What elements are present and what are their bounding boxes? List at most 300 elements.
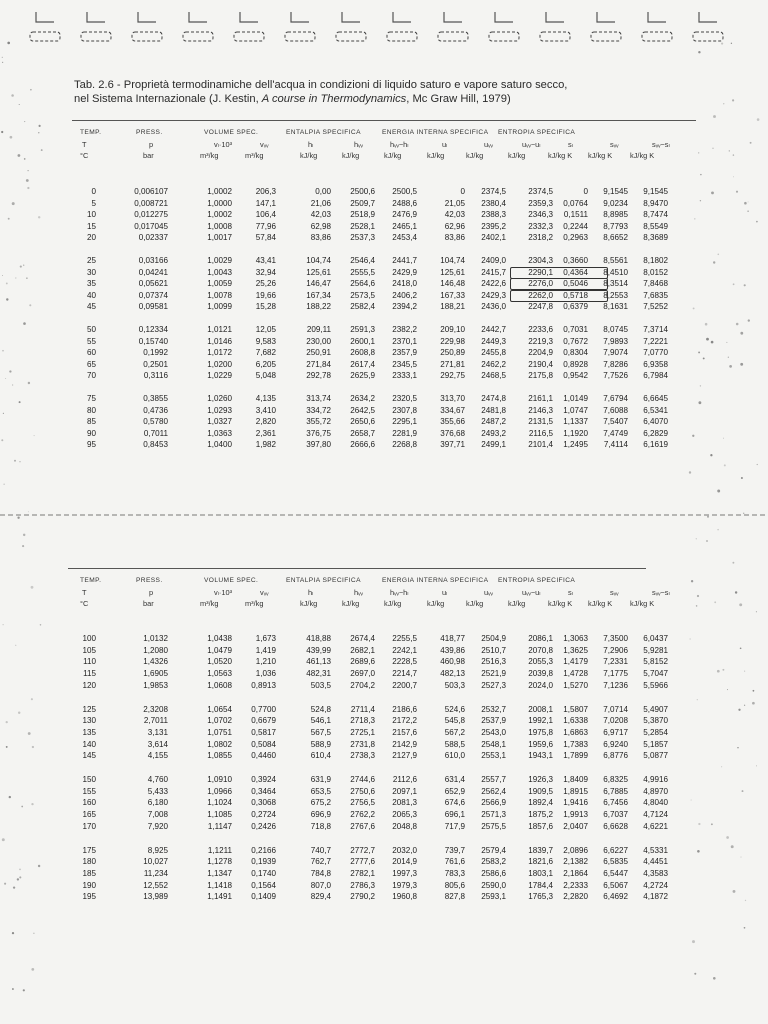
table-cell: 6,6227 (603, 845, 628, 855)
speckle-dot (744, 671, 745, 672)
table-cell: 545,8 (444, 716, 465, 726)
table-cell: 2564,6 (350, 279, 375, 289)
table-cell: 1975,8 (528, 727, 553, 737)
speckle-dot (28, 382, 30, 384)
table-cell: 1,0608 (207, 680, 232, 690)
speckle-dot (14, 460, 16, 462)
table-cell: 188,21 (440, 302, 465, 312)
table-cell: 2304,3 (528, 256, 553, 265)
speckle-dot (740, 363, 743, 366)
table-cell: 2127,9 (392, 751, 417, 761)
table-cell: 1992,1 (528, 716, 553, 726)
column-symbol: uᵥᵥ (484, 140, 493, 149)
table-cell: 2146,3 (528, 405, 553, 415)
table-cell: 0,15740 (138, 336, 168, 346)
table-cell: 1,4179 (563, 657, 588, 667)
table-cell: 397,71 (440, 440, 465, 450)
table-cell: 20 (86, 233, 96, 243)
table-cell: 1803,1 (528, 868, 553, 878)
column-unit: kJ/kg (427, 151, 445, 160)
speckle-dot (738, 709, 740, 711)
table-cell: 567,2 (444, 727, 465, 737)
table-cell: 1,0121 (207, 325, 232, 334)
table-cell: 3,131 (147, 727, 168, 737)
table-cell: 7,3500 (603, 634, 628, 643)
table-cell: 7,0770 (643, 348, 668, 358)
table-cell: 7,7526 (603, 371, 628, 381)
table-cell: 2731,8 (350, 739, 375, 749)
table-cell: 1,0200 (207, 359, 232, 369)
speckle-dot (739, 603, 742, 606)
table-cell: 2462,2 (481, 359, 506, 369)
table-cell: 2276,0 (528, 279, 553, 289)
speckle-dot (692, 435, 694, 437)
column-symbol: p (149, 140, 154, 149)
tick-mark (87, 12, 105, 22)
speckle-dot (700, 174, 701, 175)
table-cell: 6,4692 (603, 892, 628, 902)
table-cell: 1,982 (255, 440, 276, 450)
speckle-dot (726, 836, 729, 839)
speckle-dot (1, 131, 3, 133)
table-cell: 2697,0 (350, 669, 375, 679)
table-cell: 807,0 (310, 880, 331, 890)
speckle-dot (717, 529, 719, 531)
table-cell: 146,47 (306, 279, 331, 289)
table-cell: 2509,7 (350, 198, 375, 208)
table-cell: 2537,9 (481, 716, 506, 726)
table-cell: 1,036 (255, 669, 276, 679)
speckle-dot (22, 545, 24, 547)
table-cell: 2242,1 (392, 645, 417, 655)
table-cell: 0,2724 (251, 810, 276, 820)
table-cell: 6,205 (255, 359, 276, 369)
table-cell: 5,0877 (643, 751, 668, 761)
column-unit: kJ/kg (427, 599, 445, 608)
binding-hole (30, 32, 60, 41)
table-cell: 2112,6 (392, 775, 417, 784)
column-symbol: sₗ (568, 140, 573, 149)
table-cell: 2032,0 (392, 845, 417, 855)
table-cell: 2394,2 (392, 302, 417, 312)
speckle-dot (712, 147, 714, 149)
table-cell: 674,6 (444, 798, 465, 808)
table-cell: 631,4 (444, 775, 465, 784)
table-cell: 0,7031 (563, 325, 588, 334)
table-cell: 6,8776 (603, 751, 628, 761)
table-cell: 140 (82, 739, 96, 749)
table-cell: 12,552 (143, 880, 168, 890)
column-symbol: uₗ (442, 140, 448, 149)
table-cell: 4,6221 (643, 821, 668, 831)
table-cell: 2521,9 (481, 669, 506, 679)
table-cell: 35 (86, 279, 96, 289)
speckle-dot (33, 933, 34, 934)
speckle-dot (740, 647, 742, 649)
table-cell: 2,2820 (563, 892, 588, 902)
speckle-dot (694, 218, 695, 219)
table-cell: 2039,8 (528, 669, 553, 679)
table-cell: 1,4326 (143, 657, 168, 667)
table-cell: 503,3 (444, 680, 465, 690)
table-cell: 6,180 (147, 798, 168, 808)
speckle-dot (744, 705, 745, 706)
table-cell: 0 (91, 187, 96, 196)
table-cell: 2415,7 (481, 267, 506, 277)
table-cell: 6,7984 (643, 371, 668, 381)
speckle-dot (23, 534, 25, 536)
speckle-dot (700, 200, 701, 201)
column-symbol: uᵥᵥ (484, 588, 493, 597)
binding-hole (591, 32, 621, 41)
table-cell: 206,3 (255, 187, 276, 196)
speckle-dot (39, 125, 41, 127)
table-cell: 2579,4 (481, 845, 506, 855)
table-cell: 6,6645 (643, 394, 668, 403)
speckle-dot (713, 977, 716, 980)
table-cell: 13,989 (143, 892, 168, 902)
column-group-header: VOLUME SPEC. (204, 129, 259, 136)
table-cell: 0,3068 (251, 798, 276, 808)
table-cell: 8,0745 (603, 325, 628, 334)
table-cell: 45 (86, 302, 96, 312)
speckle-dot (696, 605, 698, 607)
table-cell: 2573,5 (350, 290, 375, 300)
column-unit: m³/kg (200, 151, 219, 160)
table-cell: 1,9853 (143, 680, 168, 690)
table-cell: 1,0172 (207, 348, 232, 358)
table-cell: 55 (86, 336, 96, 346)
table-cell: 0,3464 (251, 786, 276, 796)
table-cell: 0,4460 (251, 751, 276, 761)
table-cell: 2429,3 (481, 290, 506, 300)
column-symbol: uᵥᵥ−uₗ (522, 588, 541, 597)
speckle-dot (12, 988, 14, 990)
column-unit: kJ/kg (466, 599, 484, 608)
table-cell: 2333,1 (392, 371, 417, 381)
table-cell: 120 (82, 680, 96, 690)
table-cell: 8,1802 (643, 256, 668, 265)
table-cell: 717,9 (444, 821, 465, 831)
table-cell: 57,84 (255, 233, 276, 243)
table-cell: 0,8453 (143, 440, 168, 450)
table-cell: 7,3714 (643, 325, 668, 334)
speckle-dot (694, 973, 696, 975)
tick-mark (648, 12, 666, 22)
table-cell: 7,9074 (603, 348, 628, 358)
table-cell: 5,4907 (643, 704, 668, 714)
table-cell: 9,1545 (603, 187, 628, 196)
table-cell: 2634,2 (350, 394, 375, 403)
speckle-dot (698, 152, 699, 153)
table-cell: 19,66 (255, 290, 276, 300)
column-symbol: vᵥᵥ (260, 140, 269, 149)
table-cell: 1,0078 (207, 290, 232, 300)
table-cell: 1,0747 (563, 405, 588, 415)
table-cell: 460,98 (440, 657, 465, 667)
column-symbol: sₗ (568, 588, 573, 597)
table-cell: 1,1147 (207, 821, 232, 831)
table-cell: 2048,8 (392, 821, 417, 831)
table-cell: 783,3 (444, 868, 465, 878)
table-cell: 524,8 (310, 704, 331, 714)
table-cell: 1857,6 (528, 821, 553, 831)
speckle-dot (723, 103, 724, 104)
table-cell: 2204,9 (528, 348, 553, 358)
table-cell: 2357,9 (392, 348, 417, 358)
table-cell: 418,88 (306, 634, 331, 643)
table-cell: 62,96 (444, 221, 465, 231)
table-cell: 15 (86, 221, 96, 231)
table-cell: 0,1511 (563, 210, 588, 220)
table-cell: 8,9470 (643, 198, 668, 208)
table-cell: 77,96 (255, 221, 276, 231)
table-cell: 25,26 (255, 279, 276, 289)
table-cell: 8,3514 (603, 279, 628, 289)
table-cell: 125,61 (306, 267, 331, 277)
table-cell: 4,760 (147, 775, 168, 784)
table-cell: 503,5 (310, 680, 331, 690)
table-cell: 2008,1 (528, 704, 553, 714)
speckle-dot (700, 385, 701, 386)
table-cell: 0,8913 (251, 680, 276, 690)
speckle-dot (736, 191, 738, 193)
speckle-dot (729, 365, 732, 368)
table-cell: 2488,6 (392, 198, 417, 208)
column-symbol: vₗ·10³ (214, 140, 233, 149)
speckle-dot (726, 342, 727, 343)
binding-hole (183, 32, 213, 41)
table-cell: 2,820 (255, 417, 276, 427)
table-cell: 83,86 (444, 233, 465, 243)
column-unit: kJ/kg (300, 151, 318, 160)
column-unit: kJ/kg (342, 599, 360, 608)
table-cell: 7,2221 (643, 336, 668, 346)
table-cell: 827,8 (444, 892, 465, 902)
binding-hole (387, 32, 417, 41)
speckle-dot (733, 176, 734, 177)
column-unit: kJ/kg (300, 599, 318, 608)
table-cell: 0,5046 (563, 279, 588, 289)
table-cell: 0,3924 (251, 775, 276, 784)
speckle-dot (11, 94, 14, 97)
table-cell: 2268,8 (392, 440, 417, 450)
table-cell: 2782,1 (350, 868, 375, 878)
table-cell: 6,5067 (603, 880, 628, 890)
table-cell: 0,02337 (138, 233, 168, 243)
table-cell: 2481,8 (481, 405, 506, 415)
table-cell: 2065,3 (392, 810, 417, 820)
table-cell: 0 (460, 187, 465, 196)
table-cell: 1,0099 (207, 302, 232, 312)
table-cell: 376,75 (306, 428, 331, 438)
table-cell: 7,1775 (603, 669, 628, 679)
table-cell: 8,7793 (603, 221, 628, 231)
table-cell: 6,5341 (643, 405, 668, 415)
binding-hole (132, 32, 162, 41)
table-cell: 1821,6 (528, 857, 553, 867)
table-cell: 6,0437 (643, 634, 668, 643)
speckle-dot (697, 699, 698, 700)
column-group-header: PRESS. (136, 577, 163, 584)
table-cell: 2546,4 (350, 256, 375, 265)
table-cell: 0,006107 (134, 187, 168, 196)
table-cell: 2548,1 (481, 739, 506, 749)
column-symbol: hₗ (308, 140, 314, 149)
table-cell: 1,7383 (563, 739, 588, 749)
speckle-dot (30, 89, 32, 91)
table-cell: 2290,1 (528, 267, 553, 277)
table-cell: 2101,4 (528, 440, 553, 450)
table-cell: 1,1491 (207, 892, 232, 902)
table-cell: 2744,6 (350, 775, 375, 784)
table-cell: 6,4070 (643, 417, 668, 427)
speckle-dot (31, 698, 33, 700)
binding-hole (336, 32, 366, 41)
table-cell: 2346,3 (528, 210, 553, 220)
table-cell: 2219,3 (528, 336, 553, 346)
speckle-dot (2, 838, 5, 841)
table-cell: 0,017045 (134, 221, 168, 231)
table-cell: 5,1857 (643, 739, 668, 749)
table-cell: 1,1024 (207, 798, 232, 808)
column-unit: kJ/kg K (588, 599, 613, 608)
column-unit: kJ/kg K (548, 151, 573, 160)
table-cell: 1,0802 (207, 739, 232, 749)
speckle-dot (690, 639, 691, 640)
speckle-dot (727, 689, 728, 690)
table-cell: 1,0260 (207, 394, 232, 403)
speckle-dot (706, 338, 709, 341)
column-symbol: p (149, 588, 154, 597)
column-symbol: hᵥᵥ (354, 140, 363, 149)
table-cell: 250,89 (440, 348, 465, 358)
speckle-dot (756, 765, 757, 766)
table-cell: 10,027 (143, 857, 168, 867)
table-cell: 2674,4 (350, 634, 375, 643)
speckle-dot (752, 702, 755, 705)
table-cell: 2,0896 (563, 845, 588, 855)
table-cell: 292,78 (306, 371, 331, 381)
table-cell: 6,5835 (603, 857, 628, 867)
column-unit: kJ/kg (342, 151, 360, 160)
table-cell: 1,0229 (207, 371, 232, 381)
table-cell: 130 (82, 716, 96, 726)
speckle-dot (731, 845, 734, 848)
table-cell: 2214,7 (392, 669, 417, 679)
caption-line-2: nel Sistema Internazionale (J. Kestin, A course in Thermodynamics, Mc Graw Hill, 1979) (74, 93, 511, 105)
column-unit: kJ/kg (466, 151, 484, 160)
table-cell: 104,74 (306, 256, 331, 265)
column-symbol: uᵥᵥ−uₗ (522, 140, 541, 149)
table-cell: 9,0234 (603, 198, 628, 208)
table-cell: 62,98 (310, 221, 331, 231)
column-symbol: vₗ·10³ (214, 588, 233, 597)
table-cell: 2024,0 (528, 680, 553, 690)
speckle-dot (711, 341, 714, 344)
table-cell: 4,8970 (643, 786, 668, 796)
table-cell: 6,7456 (603, 798, 628, 808)
table-cell: 4,9916 (643, 775, 668, 784)
table-cell: 146,48 (440, 279, 465, 289)
table-cell: 610,0 (444, 751, 465, 761)
table-cell: 2566,9 (481, 798, 506, 808)
table-cell: 43,41 (255, 256, 276, 265)
table-cell: 652,9 (444, 786, 465, 796)
table-cell: 1,419 (255, 645, 276, 655)
table-cell: 6,5447 (603, 868, 628, 878)
table-cell: 2499,1 (481, 440, 506, 450)
table-cell: 6,9717 (603, 727, 628, 737)
table-cell: 2543,0 (481, 727, 506, 737)
table-cell: 32,94 (255, 267, 276, 277)
table-cell: 0,09581 (138, 302, 168, 312)
table-cell: 2172,2 (392, 716, 417, 726)
table-cell: 250,91 (306, 348, 331, 358)
table-cell: 1,0002 (207, 187, 232, 196)
page-cut-line (0, 506, 768, 524)
table-cell: 7,682 (255, 348, 276, 358)
speckle-dot (19, 461, 20, 462)
table-cell: 4,2724 (643, 880, 668, 890)
table-cell: 40 (86, 290, 96, 300)
table-cell: 2487,2 (481, 417, 506, 427)
table-cell: 135 (82, 727, 96, 737)
table-cell: 2406,2 (392, 290, 417, 300)
table-cell: 2666,6 (350, 440, 375, 450)
table-cell: 718,8 (310, 821, 331, 831)
table-cell: 1839,7 (528, 845, 553, 855)
speckle-dot (691, 580, 693, 582)
table-cell: 2190,4 (528, 359, 553, 369)
speckle-dot (693, 307, 695, 309)
speckle-dot (26, 179, 29, 182)
speckle-dot (710, 454, 712, 456)
caption-line-1: Tab. 2.6 - Proprietà termodinamiche dell'acqua in condizioni di liquido saturo e vapore saturo secco, (74, 79, 568, 91)
speckle-dot (10, 136, 13, 139)
table-cell: 1,0400 (207, 440, 232, 450)
table-cell: 2642,5 (350, 405, 375, 415)
table-cell: 175 (82, 845, 96, 855)
top-rule (72, 120, 696, 121)
table-cell: 2790,2 (350, 892, 375, 902)
table-cell: 160 (82, 798, 96, 808)
speckle-dot (40, 624, 42, 626)
table-cell: 6,2829 (643, 428, 668, 438)
table-cell: 2453,4 (392, 233, 417, 243)
circled-entropy-values (510, 267, 608, 279)
table-cell: 1,0002 (207, 210, 232, 220)
table-cell: 355,66 (440, 417, 465, 427)
table-cell: 2516,3 (481, 657, 506, 667)
table-cell: 185 (82, 868, 96, 878)
table-cell: 7,0714 (603, 704, 628, 714)
table-cell: 0,6679 (251, 716, 276, 726)
table-cell: 2175,8 (528, 371, 553, 381)
table-cell: 482,31 (306, 669, 331, 679)
speckle-dot (713, 261, 715, 263)
column-unit: kJ/kg K (630, 151, 655, 160)
table-cell: 150 (82, 775, 96, 784)
table-cell: 439,86 (440, 645, 465, 655)
table-cell: 65 (86, 359, 96, 369)
table-cell: 1,1418 (207, 880, 232, 890)
speckle-dot (703, 357, 705, 359)
table-cell: 2575,5 (481, 821, 506, 831)
table-cell: 1,0146 (207, 336, 232, 346)
table-cell: 5,5966 (643, 680, 668, 690)
binding-hole (81, 32, 111, 41)
